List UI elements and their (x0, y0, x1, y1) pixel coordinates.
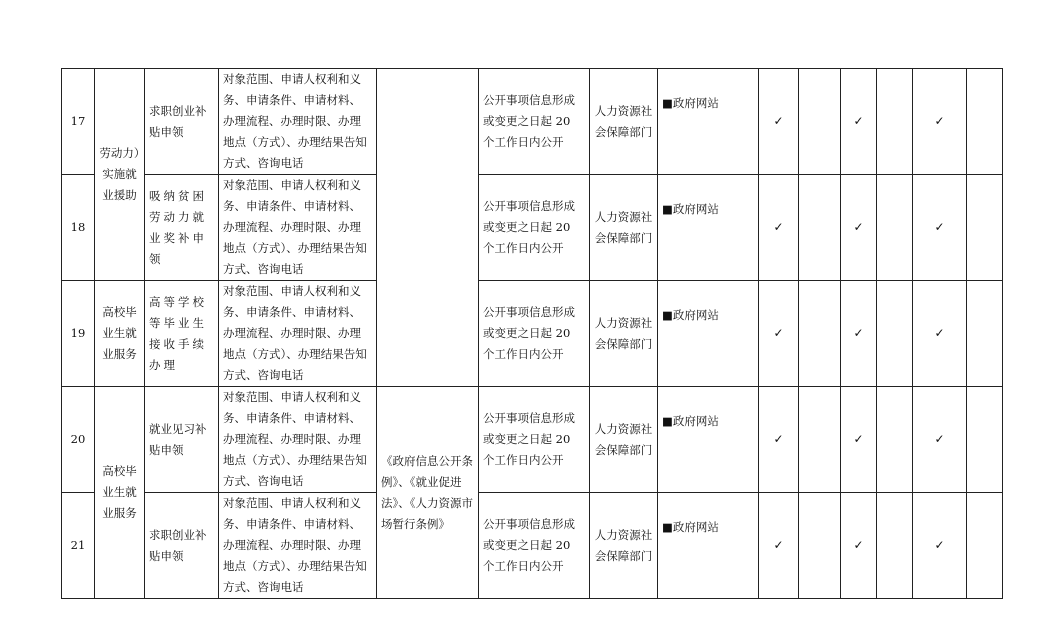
empty-cell (877, 493, 913, 599)
time-limit-cell: 公开事项信息形成或变更之日起 20 个工作日内公开 (479, 69, 590, 175)
category-cell: 高校毕业生就业服务 (95, 387, 145, 599)
checkmark-cell: ✓ (759, 493, 799, 599)
empty-cell (967, 387, 1003, 493)
empty-cell (799, 69, 841, 175)
empty-cell (877, 387, 913, 493)
checkmark-cell: ✓ (759, 387, 799, 493)
checkmark-cell: ✓ (759, 175, 799, 281)
content-cell: 对象范围、申请人权利和义务、申请条件、申请材料、办理流程、办理时限、办理地点（方式）、办理结果告知方式、咨询电话 (219, 493, 377, 599)
department-cell: 人力资源社会保障部门 (590, 387, 658, 493)
empty-cell (967, 493, 1003, 599)
item-name-cell: 求职创业补贴申领 (145, 69, 219, 175)
empty-cell (877, 175, 913, 281)
channel-cell: ■政府网站 (658, 69, 759, 175)
item-name-cell: 吸纳贫困劳动力就业奖补申领 (145, 175, 219, 281)
basis-cell (377, 69, 479, 387)
disclosure-table (61, 68, 1003, 599)
empty-cell (967, 175, 1003, 281)
table-row (62, 281, 1003, 387)
checkmark-cell: ✓ (759, 69, 799, 175)
checkmark-cell: ✓ (759, 281, 799, 387)
checkmark-cell: ✓ (913, 281, 967, 387)
checkmark-cell: ✓ (841, 69, 877, 175)
empty-cell (877, 69, 913, 175)
item-name-cell: 高等学校等毕业生接收手续办理 (145, 281, 219, 387)
department-cell: 人力资源社会保障部门 (590, 493, 658, 599)
category-cell: 高校毕业生就业服务 (95, 281, 145, 387)
channel-cell: ■政府网站 (658, 493, 759, 599)
time-limit-cell: 公开事项信息形成或变更之日起 20 个工作日内公开 (479, 281, 590, 387)
time-limit-cell: 公开事项信息形成或变更之日起 20 个工作日内公开 (479, 387, 590, 493)
basis-cell: 《政府信息公开条例》、《就业促进法》、《人力资源市场暂行条例》 (377, 387, 479, 599)
content-cell: 对象范围、申请人权利和义务、申请条件、申请材料、办理流程、办理时限、办理地点（方式）、办理结果告知方式、咨询电话 (219, 175, 377, 281)
item-name-cell: 求职创业补贴申领 (145, 493, 219, 599)
checkmark-cell: ✓ (913, 493, 967, 599)
table-row (62, 493, 1003, 599)
department-cell: 人力资源社会保障部门 (590, 69, 658, 175)
department-cell: 人力资源社会保障部门 (590, 175, 658, 281)
content-cell: 对象范围、申请人权利和义务、申请条件、申请材料、办理流程、办理时限、办理地点（方式）、办理结果告知方式、咨询电话 (219, 387, 377, 493)
checkmark-cell: ✓ (841, 387, 877, 493)
empty-cell (799, 493, 841, 599)
row-number: 20 (62, 387, 95, 493)
table-row (62, 175, 1003, 281)
empty-cell (799, 281, 841, 387)
category-cell: 劳动力）实施就业援助 (95, 69, 145, 281)
content-cell: 对象范围、申请人权利和义务、申请条件、申请材料、办理流程、办理时限、办理地点（方式）、办理结果告知方式、咨询电话 (219, 69, 377, 175)
channel-cell: ■政府网站 (658, 281, 759, 387)
time-limit-cell: 公开事项信息形成或变更之日起 20 个工作日内公开 (479, 493, 590, 599)
department-cell: 人力资源社会保障部门 (590, 281, 658, 387)
row-number: 18 (62, 175, 95, 281)
time-limit-cell: 公开事项信息形成或变更之日起 20 个工作日内公开 (479, 175, 590, 281)
checkmark-cell: ✓ (841, 281, 877, 387)
checkmark-cell: ✓ (913, 69, 967, 175)
row-number: 19 (62, 281, 95, 387)
table-row (62, 69, 1003, 175)
empty-cell (967, 69, 1003, 175)
channel-cell: ■政府网站 (658, 387, 759, 493)
checkmark-cell: ✓ (913, 387, 967, 493)
channel-cell: ■政府网站 (658, 175, 759, 281)
checkmark-cell: ✓ (841, 175, 877, 281)
content-cell: 对象范围、申请人权利和义务、申请条件、申请材料、办理流程、办理时限、办理地点（方式）、办理结果告知方式、咨询电话 (219, 281, 377, 387)
row-number: 21 (62, 493, 95, 599)
empty-cell (799, 387, 841, 493)
empty-cell (877, 281, 913, 387)
empty-cell (799, 175, 841, 281)
checkmark-cell: ✓ (913, 175, 967, 281)
row-number: 17 (62, 69, 95, 175)
checkmark-cell: ✓ (841, 493, 877, 599)
item-name-cell: 就业见习补贴申领 (145, 387, 219, 493)
table-row (62, 387, 1003, 493)
empty-cell (967, 281, 1003, 387)
